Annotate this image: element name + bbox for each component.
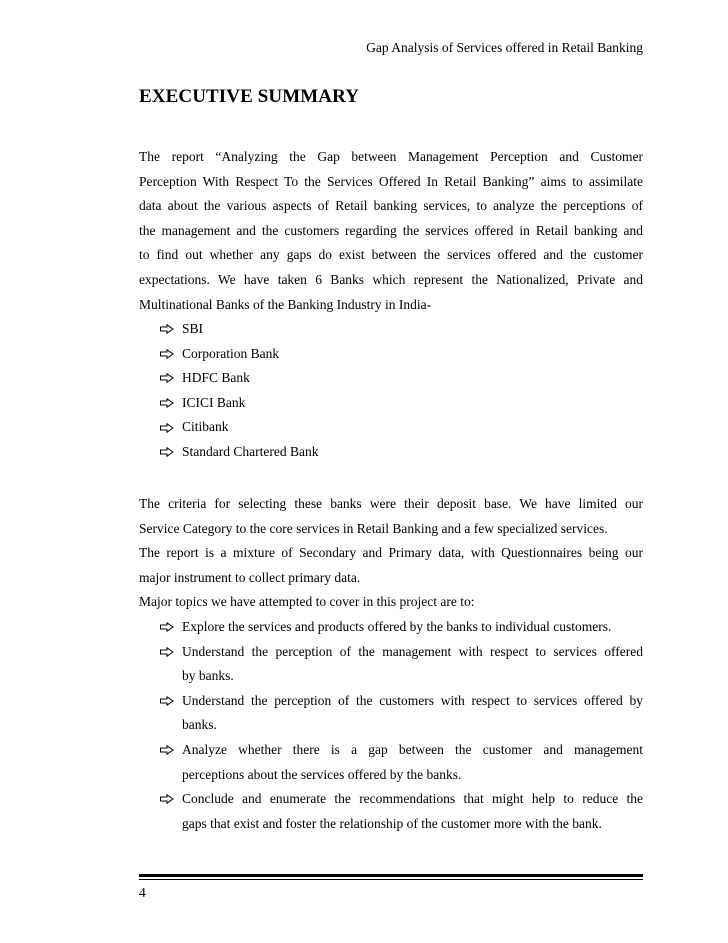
list-item bbox=[160, 366, 643, 391]
list-item bbox=[160, 738, 643, 787]
arrow-right-icon bbox=[160, 689, 176, 714]
topic-text: perceptions about the services offered by the banks. bbox=[182, 766, 462, 782]
list-item bbox=[160, 440, 643, 465]
arrow-right-icon bbox=[160, 640, 176, 665]
list-item bbox=[160, 391, 643, 416]
arrow-right-icon bbox=[160, 440, 176, 465]
arrow-right-icon bbox=[160, 738, 176, 763]
list-item bbox=[160, 640, 643, 689]
text-line: to find out whether any gaps do exist between the services offered and the customer bbox=[139, 247, 643, 263]
bank-name: HDFC Bank bbox=[182, 370, 250, 386]
list-item bbox=[160, 415, 643, 440]
topic-text: Explore the services and products offered by the banks to individual customers. bbox=[182, 619, 612, 634]
bank-name: Corporation Bank bbox=[182, 345, 280, 361]
text-line: expectations. We have taken 6 Banks which represent the Nationalized, Private and bbox=[139, 271, 643, 287]
footer-rule bbox=[139, 874, 643, 877]
intro-paragraph bbox=[139, 145, 643, 317]
bank-name: ICICI Bank bbox=[182, 394, 246, 410]
arrow-right-icon bbox=[160, 342, 176, 367]
list-item bbox=[160, 787, 643, 836]
text-line: data about the various aspects of Retail banking services, to analyze the perceptions of bbox=[139, 198, 643, 214]
topic-text: Analyze whether there is a gap between the customer and management bbox=[182, 741, 643, 757]
running-header: Gap Analysis of Services offered in Retail Banking bbox=[366, 40, 643, 55]
bank-name: Standard Chartered Bank bbox=[182, 443, 319, 459]
topic-text: gaps that exist and foster the relationship of the customer more with the bank. bbox=[182, 815, 602, 831]
topic-text: by banks. bbox=[182, 668, 234, 684]
text-line: Major topics we have attempted to cover in this project are to: bbox=[139, 594, 475, 610]
arrow-right-icon bbox=[160, 366, 176, 391]
bank-name: Citibank bbox=[182, 419, 229, 435]
text-line: the management and the customers regarding the services offered in Retail banking and bbox=[139, 222, 643, 238]
bank-list bbox=[160, 317, 643, 465]
topic-text: Conclude and enumerate the recommendations that might help to reduce the bbox=[182, 791, 643, 807]
list-item bbox=[160, 342, 643, 367]
topic-text: Understand the perception of the customers with respect to services offered by bbox=[182, 692, 643, 708]
arrow-right-icon bbox=[160, 615, 176, 640]
page-number: 4 bbox=[139, 885, 146, 900]
criteria-paragraph bbox=[139, 492, 643, 615]
list-item bbox=[160, 689, 643, 738]
section-title: EXECUTIVE SUMMARY bbox=[139, 86, 360, 107]
arrow-right-icon bbox=[160, 787, 176, 812]
text-line: major instrument to collect primary data. bbox=[139, 569, 361, 585]
topic-text: Understand the perception of the management with respect to services offered bbox=[182, 643, 643, 659]
text-line: The report “Analyzing the Gap between Management Perception and Customer bbox=[139, 149, 643, 164]
text-line: The criteria for selecting these banks were their deposit base. We have limited our bbox=[139, 496, 643, 511]
list-item bbox=[160, 317, 643, 342]
topics-list bbox=[160, 615, 643, 836]
arrow-right-icon bbox=[160, 391, 176, 416]
arrow-right-icon bbox=[160, 317, 176, 342]
text-line: Multinational Banks of the Banking Industry in India- bbox=[139, 296, 432, 312]
footer-rule bbox=[139, 879, 643, 880]
bank-name: SBI bbox=[182, 321, 204, 336]
arrow-right-icon bbox=[160, 415, 176, 440]
text-line: Service Category to the core services in Retail Banking and a few specialized services. bbox=[139, 520, 608, 536]
topic-text: banks. bbox=[182, 717, 217, 733]
list-item bbox=[160, 615, 643, 640]
text-line: The report is a mixture of Secondary and Primary data, with Questionnaires being our bbox=[139, 545, 643, 561]
text-line: Perception With Respect To the Services Offered In Retail Banking” aims to assimilate bbox=[139, 173, 643, 189]
